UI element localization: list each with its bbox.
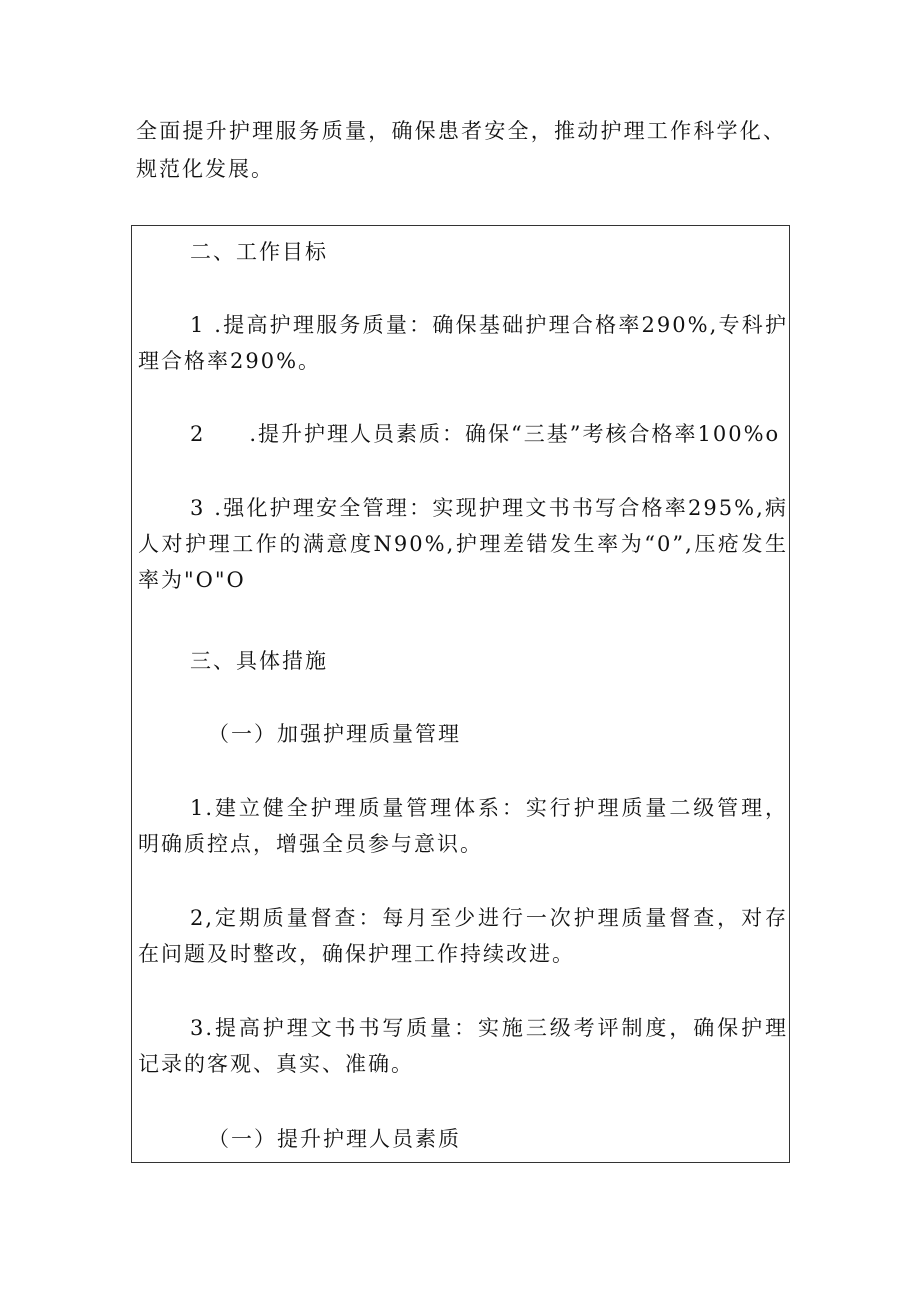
goal-item-1: 1 .提高护理服务质量：确保基础护理合格率290%,专科护理合格率290%。 bbox=[138, 313, 788, 373]
section-heading-goals: 二、工作目标 bbox=[190, 240, 328, 264]
measure-item-1: 1.建立健全护理质量管理体系：实行护理质量二级管理，明确质控点，增强全员参与意识。 bbox=[138, 796, 788, 856]
goal-item-2-text: .提升护理人员素质：确保“三基”考核合格率100%o bbox=[249, 422, 781, 446]
content-box bbox=[131, 225, 790, 1163]
intro-paragraph bbox=[136, 112, 786, 188]
intro-text: 全面提升护理服务质量，确保患者安全，推动护理工作科学化、规范化发展。 bbox=[136, 119, 786, 181]
measure-item-2: 2,定期质量督查：每月至少进行一次护理质量督查，对存在问题及时整改，确保护理工作持续改进。 bbox=[138, 906, 788, 966]
sub-heading-quality: （一）加强护理质量管理 bbox=[208, 722, 461, 746]
measure-item-3: 3.提高护理文书书写质量：实施三级考评制度，确保护理记录的客观、真实、准确。 bbox=[138, 1016, 788, 1076]
goal-item-2 bbox=[138, 416, 788, 452]
goal-item-3: 3 .强化护理安全管理：实现护理文书书写合格率295%,病人对护理工作的满意度N90%,护理差错发生率为“0”,压疮发生率为"O"O bbox=[138, 496, 788, 592]
goal-item-2-number: 2 bbox=[190, 422, 206, 446]
section-heading-measures: 三、具体措施 bbox=[190, 649, 328, 673]
sub-heading-staff: （一）提升护理人员素质 bbox=[208, 1127, 461, 1151]
